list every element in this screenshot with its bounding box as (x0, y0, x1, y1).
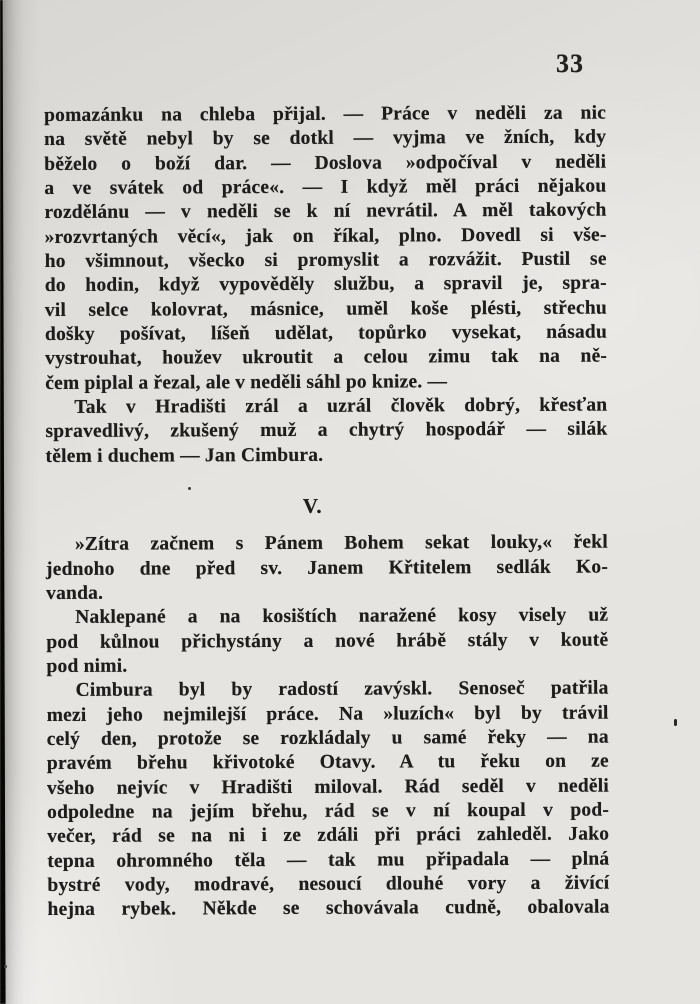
paragraph (44, 102, 607, 397)
text-line: odpoledne na jejím břehu, rád se v ní koupal v pod- (47, 799, 610, 823)
text-line: vanda. (46, 582, 104, 604)
text-line: a ve svátek od práce«. — I když měl práci nějakou (44, 175, 607, 200)
paragraph (45, 394, 607, 469)
scan-speck (188, 487, 191, 490)
text-line: hejna rybek. Někde se schovávala cudně, obalovala (47, 896, 610, 921)
page-content (44, 102, 610, 923)
text-line: jednoho dne před sv. Janem Křtitelem sedlák Ko- (45, 556, 609, 580)
text-line: »rozvrtaných věcí«, jak on říkal, plno. Dovedl si vše- (44, 224, 607, 248)
text-line: ho všimnout, všecko si promyslit a rozvážit. Pustil se (44, 248, 607, 273)
text-line: čem piplal a řezal, ale v neděli sáhl po knize. — (45, 371, 448, 394)
text-line: na světě nebyl by se dotkl — vyjma ve žních, kdy (44, 126, 607, 151)
paragraph (46, 604, 608, 679)
section-heading: V. (302, 493, 323, 519)
text-line: večer, rád se na ni i ze zdáli při práci zahleděl. Jako (47, 823, 610, 848)
text-line: všeho nejvíc v Hradišti miloval. Rád seděl v neděli (46, 775, 610, 799)
text-line: Tak v Hradišti zrál a uzrál člověk dobrý, křesťan (74, 394, 608, 418)
text-line: pod nimi. (46, 655, 128, 677)
text-line: vil selce kolovrat, másnice, uměl koše plésti, střechu (44, 297, 607, 321)
text-line: celý den, protože se rozkládaly u samé řeky — na (46, 726, 609, 750)
text-line: pravém břehu křivotoké Otavy. A tu řeku on ze (46, 750, 609, 775)
paragraph (46, 531, 608, 606)
text-line: běželo o boží dar. — Doslova »odpočíval v neděli (44, 151, 607, 175)
text-line: do hodin, když vypověděly službu, a spravil je, spra- (44, 272, 607, 297)
text-line: tepna ohromného těla — tak mu připadala — plná (47, 848, 610, 872)
text-line: »Zítra začnem s Pánem Bohem sekat louky,« řekl (74, 531, 608, 556)
text-line: tělem i duchem — Jan Cimbura. (45, 444, 324, 467)
text-line: došky pošívat, líšeň udělat, topůrko vysekat, násadu (44, 321, 608, 346)
paragraph (47, 677, 610, 923)
text-line: vystrouhat, houžev ukroutit a celou zimu tak na ně- (45, 345, 608, 370)
page-number: 33 (556, 49, 584, 78)
text-line: spravedlivý, zkušený muž a chytrý hospodář — silák (45, 419, 608, 443)
text-line: bystré vody, modravé, nesoucí dlouhé vory a živící (47, 872, 610, 896)
text-line: pomazánku na chleba přijal. — Práce v neděli za nic (44, 102, 607, 126)
text-line: mezi jeho nejmilejší práce. Na »luzích« byl by trávil (46, 702, 609, 726)
scan-speck (4, 965, 7, 968)
scan-edge-black-strip (0, 0, 10, 1004)
text-line: rozdělánu — v neděli se k ní nevrátil. A měl takových (44, 199, 607, 224)
text-line: Cimbura byl by radostí zavýskl. Senoseč patřila (75, 677, 609, 702)
text-line: Naklepané a na kosištích naražené kosy visely už (75, 604, 609, 629)
text-line: pod kůlnou přichystány a nové hrábě stály v koutě (46, 629, 609, 653)
scan-speck (674, 719, 677, 726)
